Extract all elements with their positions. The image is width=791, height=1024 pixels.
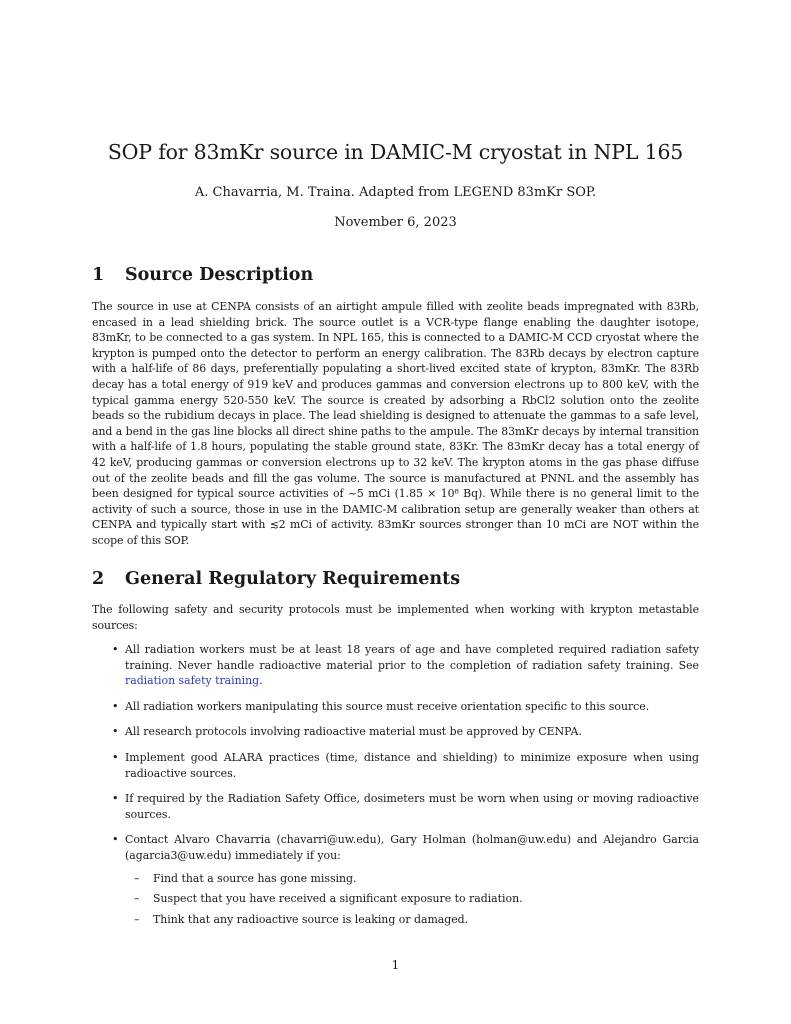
bullet-icon: • [112,643,119,656]
sub-list-item-text: Think that any radioactive source is leaking or damaged. [153,912,469,926]
contact-conditions-list [125,871,699,928]
list-item-text: All research protocols involving radioactive material must be approved by CENPA. [125,725,582,739]
section-title: Source Description [125,265,314,285]
section-title: General Regulatory Requirements [125,569,461,589]
page-number: 1 [391,958,400,972]
list-item [92,750,699,781]
list-item-text: All radiation workers must be at least 18 years of age and have completed required radiation safety training. Never handle radioactive material prior to the completion of radiation safety training. See [125,643,699,672]
bullet-icon: • [112,750,119,764]
sub-list-item [125,871,699,887]
list-item-text: All radiation workers manipulating this source must receive orientation specific to this source. [125,699,650,713]
list-item-text-end: . [259,674,263,688]
list-item [92,724,699,740]
document-authors: A. Chavarria, M. Traina. Adapted from LEGEND 83mKr SOP. [194,185,597,200]
document-date: November 6, 2023 [334,215,457,230]
sub-list-item [125,891,699,907]
list-item [92,699,699,715]
sub-list-item-text: Suspect that you have received a significant exposure to radiation. [153,892,523,906]
sub-list-item [125,912,699,928]
requirements-list [92,642,699,937]
list-item-text: Implement good ALARA practices (time, distance and shielding) to minimize exposure when using radioactive sources. [125,750,699,780]
bullet-icon: • [112,792,119,806]
list-item-text: Contact Alvaro Chavarria (chavarri@uw.edu), Gary Holman (holman@uw.edu) and Alejandro Garcia (agarcia3@uw.edu) immediately if you: [125,833,699,862]
radiation-safety-training-link[interactable]: radiation safety training [125,674,260,688]
regulatory-intro-paragraph: The following safety and security protocols must be implemented when working with krypton metastable sources: [92,603,699,632]
bullet-icon: • [112,699,119,713]
list-item-text: If required by the Radiation Safety Office, dosimeters must be worn when using or moving radioactive sources. [125,792,699,821]
document-title: SOP for 83mKr source in DAMIC-M cryostat in NPL 165 [107,140,684,164]
list-item [92,791,699,822]
section-heading-source-description [92,265,313,285]
section-heading-regulatory-requirements [92,569,460,589]
bullet-icon: • [112,833,119,847]
dash-icon: – [134,871,140,885]
section-number: 2 [92,569,105,589]
dash-icon: – [134,892,140,906]
dash-icon: – [134,912,140,926]
list-item [92,642,699,689]
section-number: 1 [92,265,105,285]
list-item [92,832,699,927]
source-description-paragraph: The source in use at CENPA consists of an airtight ampule filled with zeolite beads impregnated with 83Rb, encased in a lead shielding brick. The source outlet is a VCR-type flange enabling the daughter isotope, 83mKr, to be connected to a gas system. In NPL 165, this is connected to a DAMIC-M CCD cryostat where the krypton is pumped onto the detector to perform an energy calibration. The 83Rb decays by electron capture with a half-life of 86 days, preferentially populating a short-lived excited state of krypton, 83mKr. The 83Rb decay has a total energy of 919 keV and produces gammas and conversion electrons up to 800 keV, with the typical gamma energy 520-550 keV. The source is created by adsorbing a RbCl2 solution onto the zeolite beads so the rubidium decays in place. The lead shielding is designed to attenuate the gammas to a safe level, and a bend in the gas line blocks all direct shine paths to the ampule. The 83mKr decays by internal transition with a half-life of 1.8 hours, populating the stable ground state, 83Kr. The 83mKr decay has a total energy of 42 keV, producing gammas or conversion electrons up to 32 keV. The krypton atoms in the gas phase diffuse out of the zeolite beads and fill the gas volume. The source is manufactured at PNNL and the assembly has been designed for typical source activities of ~5 mCi (1.85 × 10⁸ Bq). While there is no general limit to the activity of such a source, those in use in the DAMIC-M calibration setup are generally weaker than others at CENPA and typically start with ≲2 mCi of activity. 83mKr sources stronger than 10 mCi are NOT within the scope of this SOP. [92,300,699,547]
sub-list-item-text: Find that a source has gone missing. [153,871,357,885]
bullet-icon: • [112,725,119,739]
